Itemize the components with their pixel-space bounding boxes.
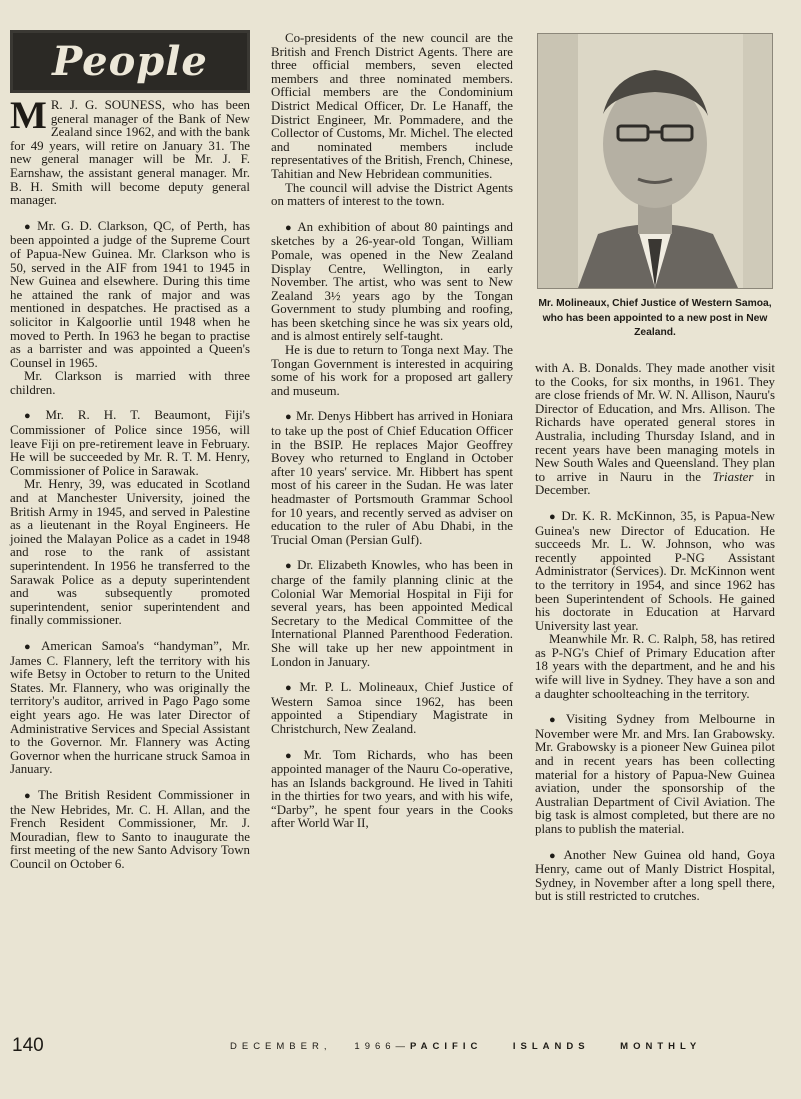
article-souness — [10, 94, 250, 208]
article-council: Co-presidents of the new council are the British and French District Agents. There are three official members, seven elected members and three nominated members. Official members are the Condominium District Medical Officer, Dr. Le Hanaff, the District Engineer, Mr. Pommadere, and the Collector of Customs, Mr. Michel. The elected and nominated members include representatives of the British, French, Chinese, Tahitian and New Hebridean communities. — [271, 31, 513, 181]
article-souness-text: R. J. G. SOUNESS, who has been general manager of the Bank of New Zealand since 1962, and with the bank for 49 years, will retire on January 31. The new general manager will be Mr. J. F. Earnshaw, the assistant general manager. Mr. B. H. Smith will become deputy general manager. — [10, 98, 250, 208]
article-clarkson: ● Mr. G. D. Clarkson, QC, of Perth, has been appointed a judge of the Supreme Court of Papua-New Guinea. Mr. Clarkson who is 50, served in the AIF from 1941 to 1945 in New Guinea and elsewhere. During this time he attained the rank of major and was mentioned in despatches. He practised as a solicitor in Kalgoorlie until 1948 when he moved to Perth. In 1963 he began to practise as a barrister and was appointed a Queen's Counsel in 1965. — [10, 218, 250, 370]
article-pomale: ● An exhibition of about 80 paintings and sketches by a 26-year-old Tongan, William Pomale, was opened in the New Zealand Display Centre, Wellington, in early November. The artist, who was sent to New Zealand 3½ years ago by the Tongan Government to study plumbing and roofing, has been sketching since he was six years old, and is almost entirely self-taught. — [271, 219, 513, 344]
column-middle — [271, 32, 513, 831]
article-council-cont: The council will advise the District Agents on matters of interest to the town. — [271, 180, 513, 209]
article-richards: ● Mr. Tom Richards, who has been appointed manager of the Nauru Co-operative, has an Islands background. He lived in Tahiti in the thirties for two years, and with his wife, “Darby”, he spent four years in the Cooks after World War II, — [271, 747, 513, 831]
ship-name: Triaster — [712, 469, 754, 484]
footer-pub-2: ISLANDS — [512, 1041, 590, 1052]
column-left — [10, 30, 250, 871]
article-flannery: ● American Samoa's “handyman”, Mr. James C. Flannery, left the territory with his wife Betsy in October to return to the United States. Mr. Flannery, who was originally the territory's auditor, arrived in Pago Pago some eight years ago. He was later Director of Administrative Services and Special Assistant to the Governor. Mr. Flannery was Acting Governor when the hurricane struck Samoa in January. — [10, 638, 250, 777]
article-hibbert: ● Mr. Denys Hibbert has arrived in Honiara to take up the post of Chief Education Officer in the BSIP. He replaces Major Geoffrey Bovey who returned to England in October after 10 years' service. Mr. Hibbert has spent most of his career in the Sudan. He was later headmaster of Portsmouth Grammar School for 10 years, and recently served as adviser on education to the ruler of Abu Dhabi, in the Trucial Oman (Persian Gulf). — [271, 409, 513, 547]
section-banner — [10, 30, 250, 93]
bullet-icon: ● — [549, 849, 560, 862]
article-henry: ● Another New Guinea old hand, Goya Henry, came out of Manly District Hospital, Sydney, in November after a long spell there, but is still restricted to crutches. — [535, 847, 775, 904]
bullet-icon: ● — [285, 221, 294, 234]
section-title: People — [52, 37, 208, 85]
bullet-icon: ● — [285, 560, 294, 573]
article-mckinnon: ● Dr. K. R. McKinnon, 35, is Papua-New Guinea's new Director of Education. He succeeds Mr. L. W. Johnson, who was recently appointed P-NG Assistant Administrator (Services). Dr. McKinnon went to the territory in 1954, and since 1962 has been Superintendent of Schools. He gained his doctorate in Education at Harvard University last year. — [535, 508, 775, 633]
footer-dash: — — [395, 1041, 411, 1052]
article-ralph: Meanwhile Mr. R. C. Ralph, 58, has retired as P-NG's Chief of Primary Education after 18 years with the department, and he and his wife will live in Sydney. They have a son and a daughter schoolteaching in the territory. — [535, 632, 775, 701]
article-beaumont-cont: Mr. Henry, 39, was educated in Scotland and at Manchester University, joined the British Army in 1945, and served in Palestine as a lieutenant in the Royal Engineers. He joined the Malayan Police as a cadet in 1948 and rose to the rank of assistant superintendent. In 1956 he transferred to the Sarawak Police as a deputy superintendent and was subsequently promoted superintendent, senior superintendent and finally commissioner. — [10, 477, 250, 628]
photo-caption: Mr. Molineaux, Chief Justice of Western Samoa, who has been appointed to a new post in New Zealand. — [538, 298, 772, 338]
portrait-photo — [537, 33, 773, 289]
article-allan: ● The British Resident Commissioner in the New Hebrides, Mr. C. H. Allan, and the French Resident Commissioner, Mr. J. Mouradian, flew to Santo to inaugurate the first meeting of the new Santo Advisory Town Council on October 6. — [10, 787, 250, 871]
column-right — [535, 362, 775, 904]
footer-pub-3: MONTHLY — [620, 1041, 702, 1052]
bullet-icon: ● — [24, 789, 35, 802]
page-number: 140 — [12, 1035, 44, 1056]
article-beaumont: ● Mr. R. H. T. Beaumont, Fiji's Commissioner of Police since 1956, will leave Fiji on pre-retirement leave in February. He will be succeeded by Mr. R. T. M. Henry, Commissioner of Police in Sarawak. — [10, 408, 250, 478]
bullet-icon: ● — [285, 682, 296, 695]
bullet-icon: ● — [285, 411, 292, 424]
portrait-illustration — [538, 34, 772, 288]
bullet-icon: ● — [549, 714, 562, 727]
running-footer — [230, 1041, 701, 1052]
page-footer — [0, 1033, 801, 1063]
footer-pub-1: PACIFIC — [410, 1041, 483, 1052]
article-richards-cont: with A. B. Donalds. They made another visit to the Cooks, for six months, in 1961. They are close friends of Mr. W. N. Allison, Nauru's Director of Education, and Mrs. Allison. The Richards have operated general stores in Australia, including Thursday Island, and in recent years have been managing motels in New South Wales and Queensland. They plan to arrive in Nauru in the Triaster in December. — [535, 361, 776, 498]
article-clarkson-cont: Mr. Clarkson is married with three children. — [10, 369, 250, 397]
bullet-icon: ● — [24, 640, 38, 653]
bullet-icon: ● — [285, 749, 300, 762]
article-knowles: ● Dr. Elizabeth Knowles, who has been in charge of the family planning clinic at the Colonial War Memorial Hospital in Fiji for several years, has been appointed Medical Secretary to the Medical Committee of the International Planned Parenthood Federation. She will take up her new appointment in London in January. — [271, 558, 513, 669]
article-molineaux: ● Mr. P. L. Molineaux, Chief Justice of Western Samoa since 1962, has been appointed a Stipendiary Magistrate in Christchurch, New Zealand. — [271, 680, 513, 736]
article-pomale-cont: He is due to return to Tonga next May. The Tongan Government is interested in acquiring some of his work for a proposed art gallery and museum. — [271, 343, 513, 398]
drop-cap: M — [10, 94, 47, 137]
bullet-icon: ● — [24, 220, 34, 233]
footer-year: 1966 — [354, 1041, 396, 1052]
bullet-icon: ● — [549, 510, 558, 523]
footer-month: DECEMBER, — [230, 1041, 332, 1052]
article-grabowsky: ● Visiting Sydney from Melbourne in November were Mr. and Mrs. Ian Grabowsky. Mr. Grabowsky is a pioneer New Guinea pilot and in recent years has been collecting material for a history of Papua-New Guinea aviation, under the sponsorship of the Australian Department of Civil Aviation. The big task is almost completed, but there are no plans to publish the material. — [535, 712, 775, 836]
bullet-icon: ● — [24, 410, 42, 423]
